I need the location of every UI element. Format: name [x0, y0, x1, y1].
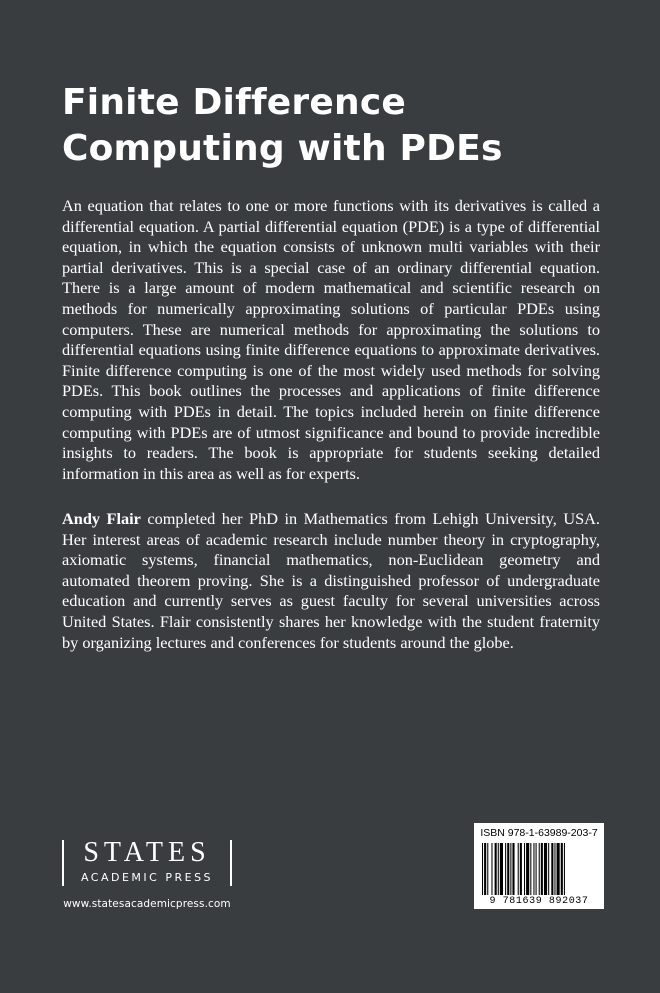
barcode-bar — [520, 843, 522, 895]
barcode-bar — [533, 843, 534, 895]
book-title: Finite Difference Computing with PDEs — [62, 82, 503, 169]
barcode-bar — [484, 843, 486, 895]
author-bio-text: completed her PhD in Mathematics from Lehigh University, USA. Her interest areas of academic research include number theory in cryptography, axiomatic systems, financial mathematics, non-Euclidean geometry and automated theorem proving. She is a distinguished professor of undergraduate education and currently serves as guest faculty for several universities across United States. Flair consistently shares her knowledge with the student fraternity by organizing lectures and conferences for students around the globe. — [62, 509, 600, 652]
publisher-name: STATES — [83, 837, 211, 868]
barcode-bar — [505, 843, 506, 895]
publisher-logo — [62, 836, 232, 892]
barcode-bar — [487, 843, 488, 895]
publisher-url: www.statesacademicpress.com — [63, 898, 231, 910]
barcode-bar — [482, 843, 483, 895]
barcode-bar — [498, 843, 499, 895]
barcode-bar — [539, 843, 540, 895]
barcode-bar — [544, 843, 547, 895]
barcode-bar — [564, 843, 565, 895]
barcode-bar — [530, 843, 531, 895]
barcode-bar — [551, 843, 553, 895]
barcode-bar — [536, 843, 537, 895]
barcode-bar — [491, 843, 492, 895]
book-summary: An equation that relates to one or more functions with its derivatives is called a differential equation. A partial differential equation (PDE) is a type of differential equation, in which the equation consists of unknown multi variables with their partial derivatives. This is a special case of an ordinary differential equation. There is a large amount of modern mathematical and scientific research on methods for numerically approximating solutions of particular PDEs using computers. These are numerical methods for approximating the solutions to differential equations using finite difference equations to approximate derivatives. Finite difference computing is one of the most widely used methods for solving PDEs. This book outlines the processes and applications of finite difference computing with PDEs in detail. The topics included herein on finite difference computing with PDEs are of utmost significance and bound to provide incredible insights to readers. The book is appropriate for students seeking detailed information in this area as well as for experts. — [62, 196, 600, 483]
barcode-digits: 9 781639 892037 — [489, 896, 589, 907]
barcode-bar — [557, 843, 560, 895]
author-name: Andy Flair — [62, 509, 141, 528]
barcode-bar — [548, 843, 549, 895]
isbn-barcode — [474, 823, 604, 909]
barcode-bar — [524, 843, 525, 895]
publisher-block — [62, 836, 232, 910]
barcode-bar — [554, 843, 555, 895]
barcode-bar — [518, 843, 519, 895]
barcode-bar — [495, 843, 497, 895]
barcode-bar — [512, 843, 514, 895]
barcode-bar — [500, 843, 503, 895]
isbn-label: ISBN 978-1-63989-203-7 — [480, 827, 598, 839]
barcode-bar — [561, 843, 563, 895]
barcode-bars — [482, 843, 596, 895]
author-bio — [62, 509, 600, 653]
publisher-subtitle: ACADEMIC PRESS — [80, 871, 214, 884]
barcode-bar — [507, 843, 509, 895]
barcode-bar — [526, 843, 529, 895]
barcode-bar — [541, 843, 543, 895]
barcode-bar — [510, 843, 511, 895]
